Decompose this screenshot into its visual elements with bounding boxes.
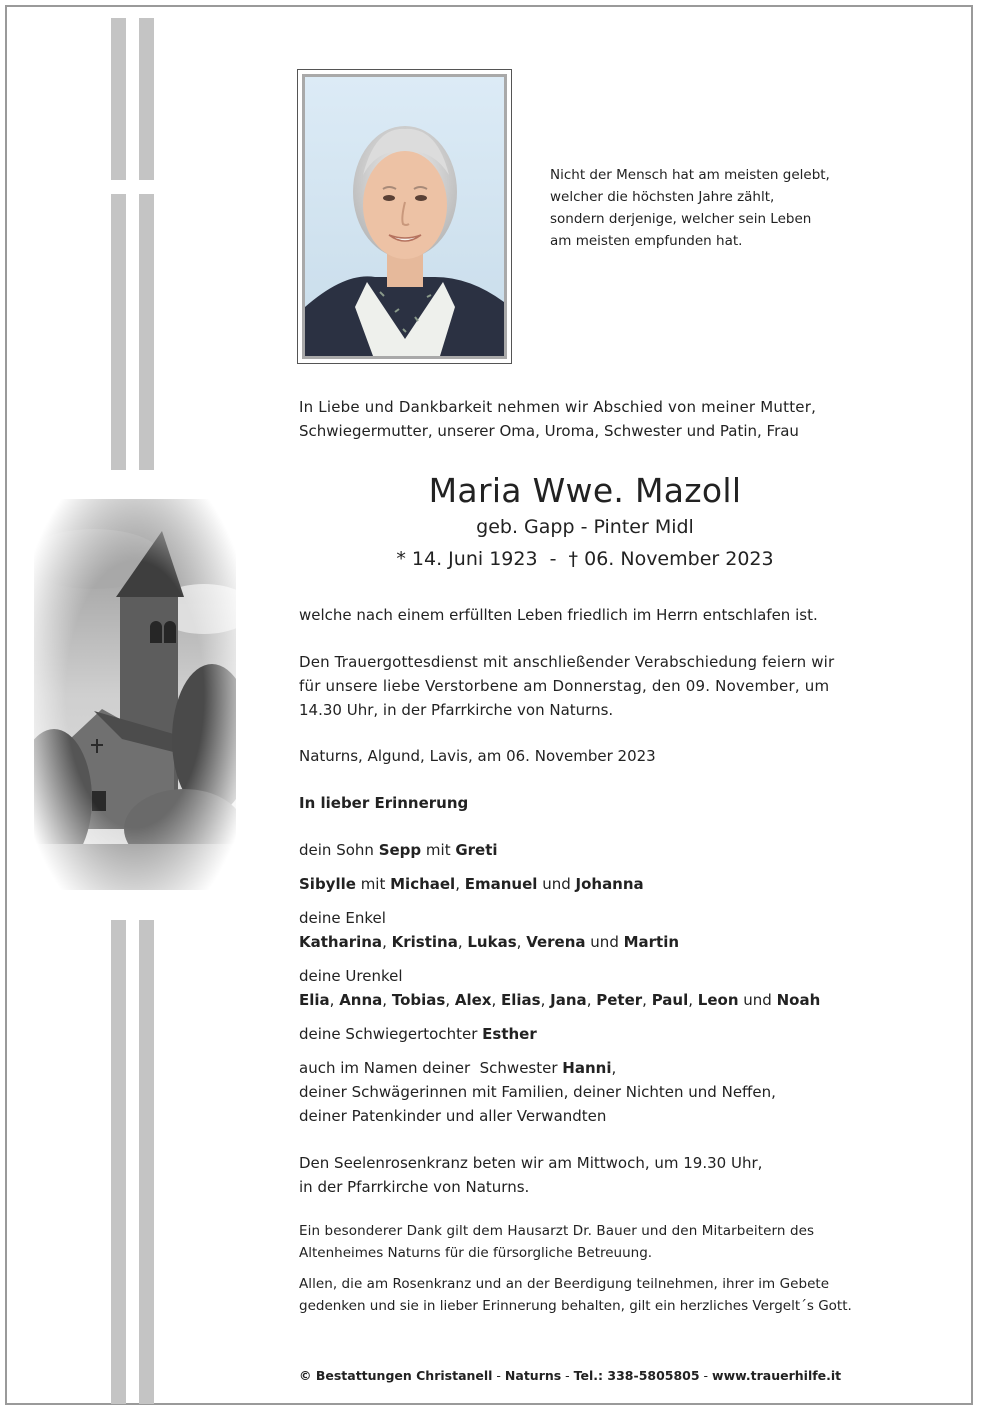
sep: ,: [329, 991, 340, 1009]
footer-dash: -: [492, 1368, 505, 1383]
enkel-name: Lukas: [467, 933, 517, 951]
intro-line: In Liebe und Dankbarkeit nehmen wir Abschied von meiner Mutter,: [299, 398, 817, 416]
family-son: [299, 838, 871, 862]
quote-line: sondern derjenige, welcher sein Leben: [550, 211, 812, 227]
son-partner: Greti: [455, 841, 498, 859]
urenkel-name: Noah: [776, 991, 821, 1009]
intro-line: Schwiegermutter, unserer Oma, Uroma, Schwester und Patin, Frau: [299, 422, 799, 440]
dil-name: Esther: [482, 1025, 537, 1043]
footer-dash: -: [699, 1368, 713, 1383]
enkel-name: Kristina: [391, 933, 458, 951]
footer-company: © Bestattungen Christanell: [299, 1368, 493, 1383]
service-text: [299, 650, 871, 722]
sep: ,: [445, 991, 455, 1009]
and: und: [738, 991, 777, 1009]
also-line: deiner Patenkinder und aller Verwandten: [299, 1107, 607, 1125]
dil-prefix: deine Schwiegertochter: [299, 1025, 483, 1043]
urenkel-name: Tobias: [391, 991, 446, 1009]
enkel-name: Martin: [623, 933, 680, 951]
portrait-photo: [305, 77, 504, 356]
closing-text: [299, 1273, 871, 1317]
rosary-text: [299, 1151, 871, 1199]
quote-line: welcher die höchsten Jahre zählt,: [550, 189, 775, 205]
urenkel-name: Anna: [339, 991, 383, 1009]
sib-with: mit: [355, 875, 391, 893]
sep: ,: [382, 933, 392, 951]
passed-text: welche nach einem erfüllten Leben friedlich im Herrn entschlafen ist.: [299, 606, 818, 624]
footer-tel: 338-5805805: [603, 1368, 700, 1383]
stripe-mid-right: [139, 194, 154, 470]
urenkel-list: [299, 988, 871, 1012]
closing-line: gedenken und sie in lieber Erinnerung behalten, gilt ein herzliches Vergelt´s Gott.: [299, 1298, 852, 1314]
also-suffix: ,: [611, 1059, 617, 1077]
footer: [299, 1366, 841, 1386]
quote-line: am meisten empfunden hat.: [550, 233, 743, 249]
memory-heading: In lieber Erinnerung: [299, 794, 469, 812]
urenkel-name: Paul: [651, 991, 689, 1009]
intro-text: [299, 395, 871, 443]
stripe-mid-left: [111, 194, 126, 470]
son-with: mit: [421, 841, 456, 859]
portrait-frame: [297, 69, 512, 364]
quote-line: Nicht der Mensch hat am meisten gelebt,: [550, 167, 830, 183]
enkel-name: Verena: [526, 933, 586, 951]
thanks-text: [299, 1220, 871, 1264]
sib-child: Emanuel: [464, 875, 538, 893]
portrait-illustration: [305, 77, 504, 356]
rosary-line: in der Pfarrkirche von Naturns.: [299, 1178, 530, 1196]
sib-sep: ,: [455, 875, 465, 893]
urenkel-name: Jana: [550, 991, 587, 1009]
family-enkel: [299, 906, 871, 954]
church-image: [34, 499, 236, 890]
family-daughter-in-law: [299, 1022, 871, 1046]
church-illustration: [34, 499, 236, 890]
service-line: 14.30 Uhr, in der Pfarrkirche von Naturns.: [299, 701, 614, 719]
place-date: Naturns, Algund, Lavis, am 06. November 2023: [299, 747, 656, 765]
sib-and: und: [537, 875, 576, 893]
enkel-name: Katharina: [299, 933, 383, 951]
sib-child: Johanna: [575, 875, 644, 893]
footer-dash: -: [561, 1368, 574, 1383]
rosary-line: Den Seelenrosenkranz beten wir am Mittwoch, um 19.30 Uhr,: [299, 1154, 763, 1172]
sep: ,: [540, 991, 551, 1009]
service-line: für unsere liebe Verstorbene am Donnerstag, den 09. November, um: [299, 677, 830, 695]
deceased-name: Maria Wwe. Mazoll: [428, 471, 742, 510]
sep: ,: [642, 991, 652, 1009]
family-sibylle: [299, 872, 871, 896]
sep: ,: [457, 933, 468, 951]
deceased-dates: * 14. Juni 1923 - † 06. November 2023: [396, 548, 774, 570]
urenkel-label: deine Urenkel: [299, 967, 403, 985]
urenkel-name: Elia: [299, 991, 330, 1009]
urenkel-name: Elias: [501, 991, 541, 1009]
sep: ,: [586, 991, 597, 1009]
and: und: [585, 933, 624, 951]
family-also: [299, 1056, 871, 1128]
closing-line: Allen, die am Rosenkranz und an der Beerdigung teilnehmen, ihrer im Gebete: [299, 1276, 830, 1292]
sep: ,: [491, 991, 502, 1009]
thanks-line: Altenheimes Naturns für die fürsorgliche Betreuung.: [299, 1245, 653, 1261]
thanks-line: Ein besonderer Dank gilt dem Hausarzt Dr. Bauer und den Mitarbeitern des: [299, 1223, 815, 1239]
sep: ,: [688, 991, 698, 1009]
also-line: deiner Schwägerinnen mit Familien, deiner Nichten und Neffen,: [299, 1083, 776, 1101]
deceased-block: [299, 471, 871, 573]
service-line: Den Trauergottesdienst mit anschließender Verabschiedung feiern wir: [299, 653, 835, 671]
footer-website-link[interactable]: www.trauerhilfe.it: [712, 1368, 842, 1383]
footer-town: Naturns: [504, 1368, 562, 1383]
urenkel-name: Leon: [697, 991, 739, 1009]
deceased-maiden-name: geb. Gapp - Pinter Midl: [476, 516, 694, 538]
stripe-bottom-left: [111, 920, 126, 1404]
son-name: Sepp: [378, 841, 422, 859]
memorial-quote: [550, 164, 870, 252]
son-prefix: dein Sohn: [299, 841, 379, 859]
stripe-top-right: [139, 18, 154, 180]
sep: ,: [382, 991, 392, 1009]
family-urenkel: [299, 964, 871, 1012]
also-prefix: auch im Namen deiner Schwester: [299, 1059, 563, 1077]
footer-tel-label: Tel.:: [573, 1368, 604, 1383]
also-line: [299, 1056, 871, 1080]
enkel-label: deine Enkel: [299, 909, 386, 927]
urenkel-name: Peter: [596, 991, 643, 1009]
stripe-bottom-right: [139, 920, 154, 1404]
sib-child: Michael: [390, 875, 456, 893]
sep: ,: [516, 933, 527, 951]
enkel-list: [299, 930, 871, 954]
urenkel-name: Alex: [454, 991, 492, 1009]
also-sister: Hanni: [562, 1059, 612, 1077]
stripe-top-left: [111, 18, 126, 180]
sib-name: Sibylle: [299, 875, 356, 893]
